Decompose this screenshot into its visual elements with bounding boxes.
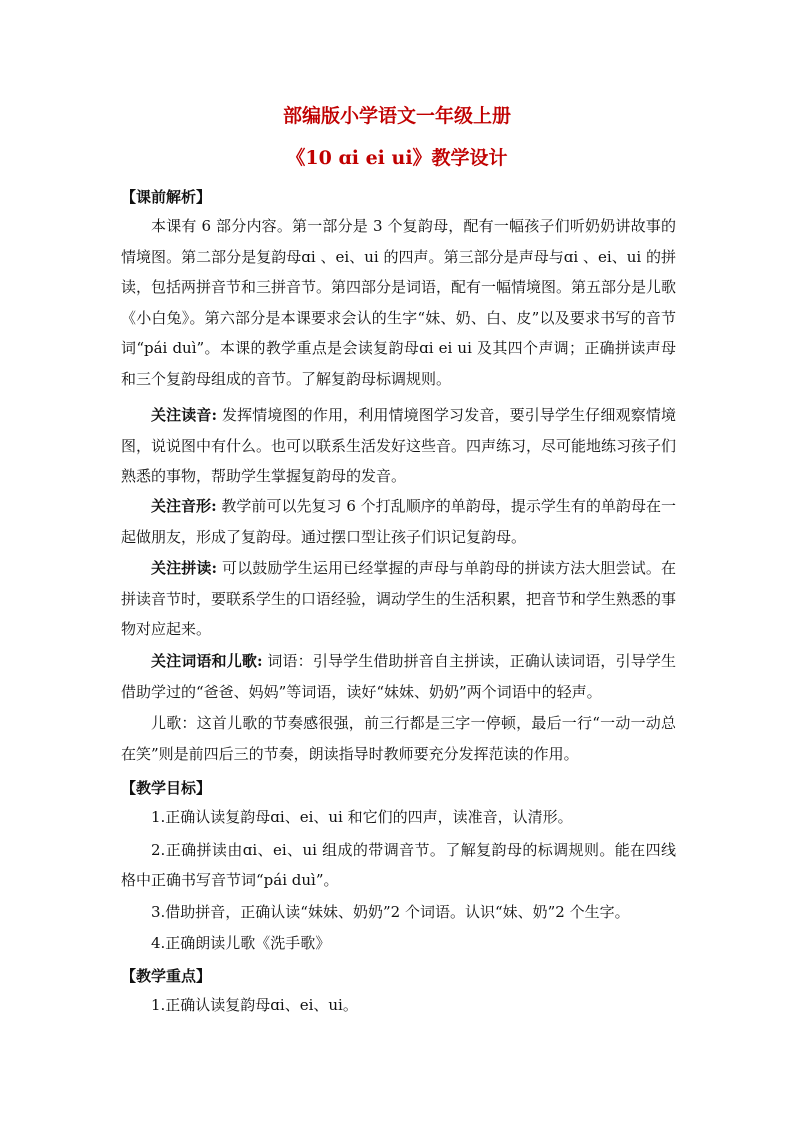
spelling-paragraph [121,553,676,645]
goal-item: 3.借助拼音，正确认读“妹妹、奶奶”2 个词语。认识“妹、奶”2 个生字。 [151,903,630,921]
pronunciation-paragraph [121,400,676,492]
document-title: 部编版小学语文一年级上册 [282,105,511,127]
words-songs-text: 词语：引导学生借助拼音自主拼读，正确认读词语，引导学生借助学过的“爸爸、妈妈”等词语，读好“妹妹、奶奶”两个词语中的轻声。 [121,652,676,701]
shape-paragraph [121,491,676,552]
section-heading-goals: 【教学目标】 [121,779,212,797]
goal-item: 4.正确朗读儿歌《洗手歌》 [151,934,331,952]
spelling-label: 关注拼读: [151,559,218,577]
goal-item: 1.正确认读复韵母ɑi、ei、ui 和它们的四声，读准音，认清形。 [151,808,573,826]
song-paragraph: 儿歌：这首儿歌的节奏感很强，前三行都是三字一停顿，最后一行“一动一动总在笑”则是前四后三的节奏，朗读指导时教师要充分发挥范读的作用。 [121,714,676,763]
shape-text: 教学前可以先复习 6 个打乱顺序的单韵母，提示学生有的单韵母在一起做朋友，形成了复韵母。通过摆口型让孩子们识记复韵母。 [121,497,676,546]
spelling-text: 可以鼓励学生运用已经掌握的声母与单韵母的拼读方法大胆尝试。在拼读音节时，要联系学生的口语经验，调动学生的生活积累，把音节和学生熟悉的事物对应起来。 [121,559,677,638]
shape-label: 关注音形: [151,497,217,515]
analysis-intro-paragraph: 本课有 6 部分内容。第一部分是 3 个复韵母，配有一幅孩子们听奶奶讲故事的情境图。第二部分是复韵母ɑi 、ei、ui 的四声。第三部分是声母与ɑi 、ei、ui 的拼读，包括两拼音节和三拼音节。第四部分是词语，配有一幅情境图。第五部分是儿歌《小白兔》。第六部分是本课要求会认的生字“妹、奶、白、皮”以及要求书写的音节词“pái duì”。本课的教学重点是会读复韵母ɑi ei ui 及其四个声调；正确拼读声母和三个复韵母组成的音节。了解复韵母标调规则。 [121,217,677,388]
words-songs-paragraph [121,646,676,707]
section-heading-key: 【教学重点】 [121,967,212,985]
pronunciation-label: 关注读音: [151,406,218,424]
document-subtitle: 《10 ɑi ei ui》教学设计 [286,147,508,169]
pronunciation-text: 发挥情境图的作用，利用情境图学习发音，要引导学生仔细观察情境图，说说图中有什么。也可以联系生活发好这些音。四声练习，尽可能地练习孩子们熟悉的事物，帮助学生掌握复韵母的发音。 [121,406,677,485]
key-item: 1.正确认读复韵母ɑi、ei、ui。 [151,996,358,1014]
section-heading-analysis: 【课前解析】 [121,188,212,206]
words-songs-label: 关注词语和儿歌: [151,652,263,670]
goal-item: 2.正确拼读由ɑi、ei、ui 组成的带调音节。了解复韵母的标调规则。能在四线格中正确书写音节词“pái duì”。 [121,841,676,889]
